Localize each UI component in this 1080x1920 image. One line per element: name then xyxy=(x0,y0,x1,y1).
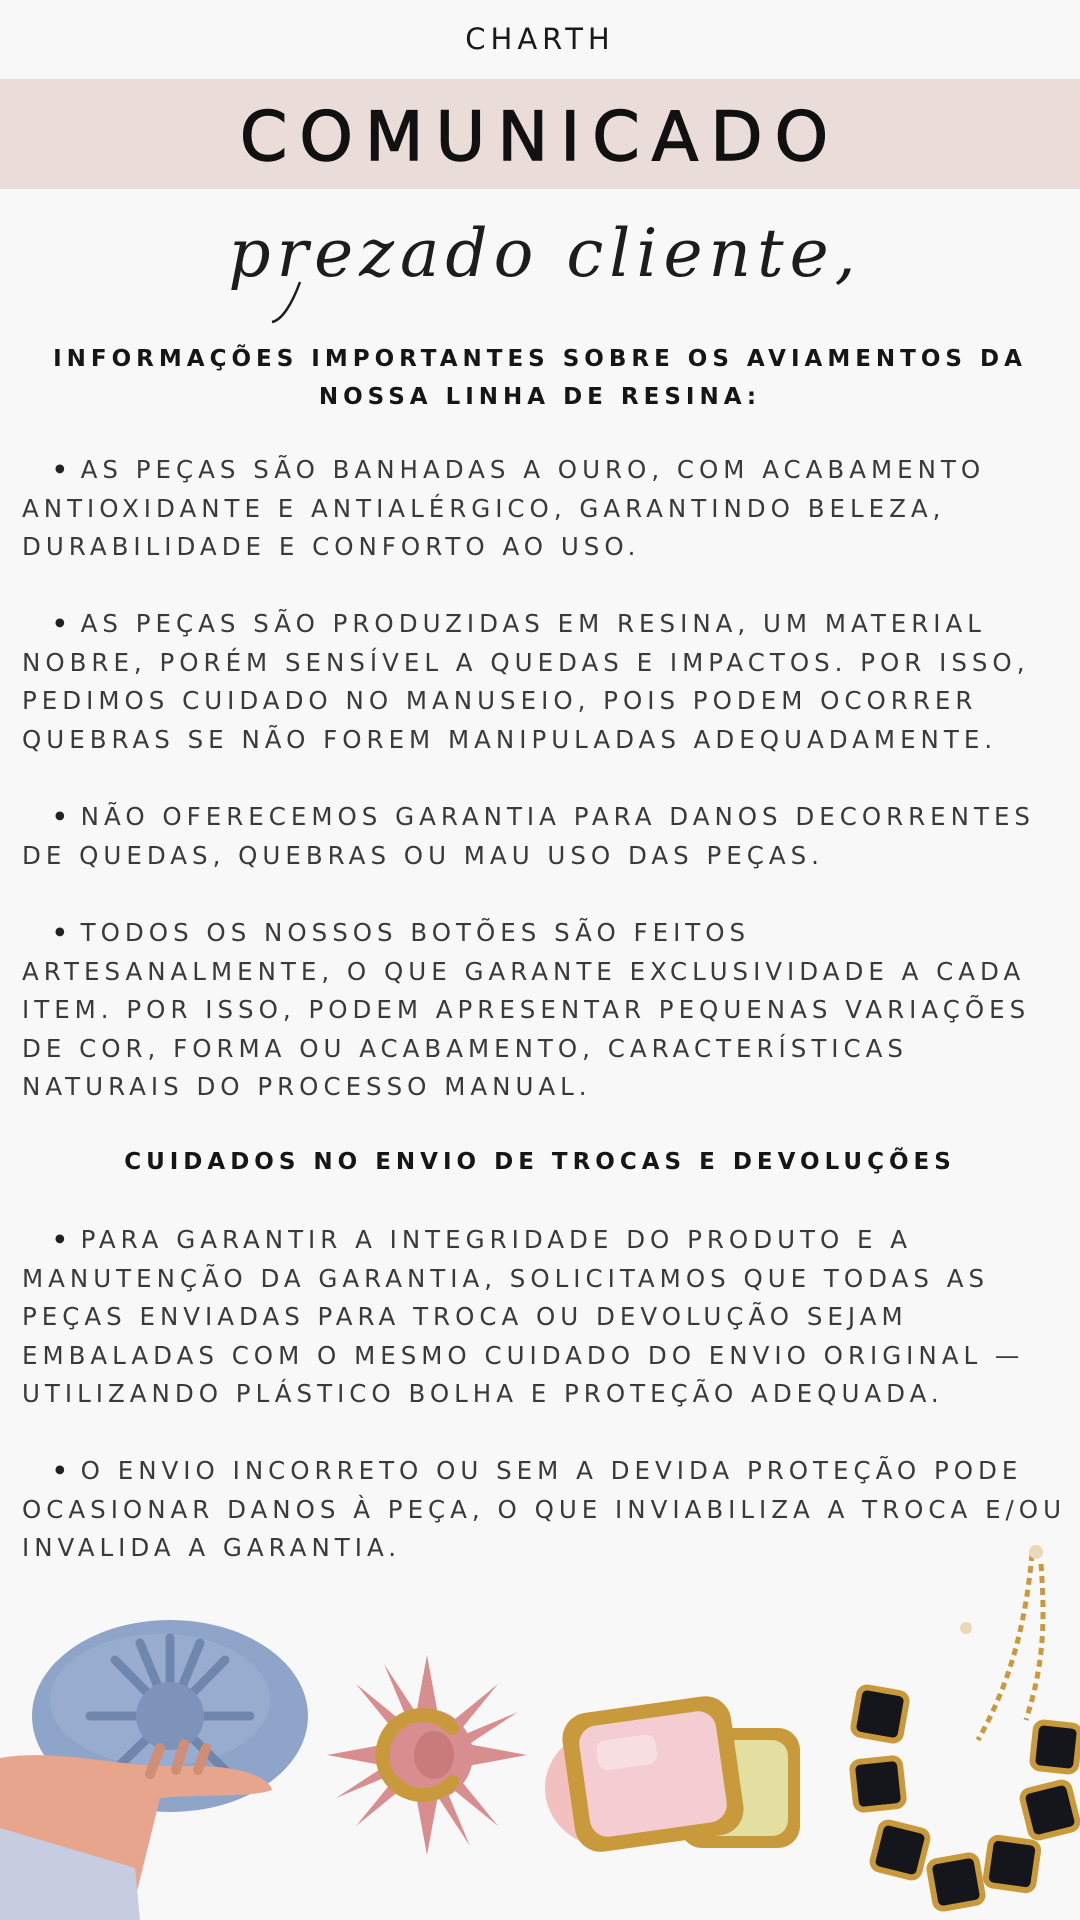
greeting-script xyxy=(0,224,1080,324)
info-paragraph xyxy=(22,798,1067,875)
brand-logo: CHARTH xyxy=(465,22,615,56)
info-paragraph xyxy=(22,605,1067,759)
pink-sun-button-photo xyxy=(322,1650,532,1860)
rectangle-resin-buttons-photo xyxy=(540,1668,820,1878)
blue-resin-clutch-photo xyxy=(0,1598,310,1920)
paragraph-text: O ENVIO INCORRETO OU SEM A DEVIDA PROTEÇÃO PODE OCASIONAR DANOS À PEÇA, O QUE INVIABILIZA A TROCA E/OU INVALIDA A GARANTIA. xyxy=(22,1456,1067,1562)
black-resin-necklace-photo xyxy=(836,1540,1080,1920)
heading-line: INFORMAÇÕES IMPORTANTES SOBRE OS AVIAMENTOS DA xyxy=(53,346,1027,372)
paragraph-text: AS PEÇAS SÃO BANHADAS A OURO, COM ACABAMENTO ANTIOXIDANTE E ANTIALÉRGICO, GARANTINDO BELEZA, DURABILIDADE E CONFORTO AO USO. xyxy=(22,455,986,561)
bullet-icon: • xyxy=(52,918,73,947)
paragraph-text: NÃO OFERECEMOS GARANTIA PARA DANOS DECORRENTES DE QUEDAS, QUEBRAS OU MAU USO DAS PEÇAS. xyxy=(22,802,1035,870)
info-paragraph xyxy=(22,1221,1067,1414)
info-paragraph xyxy=(22,914,1067,1107)
paragraph-text: AS PEÇAS SÃO PRODUZIDAS EM RESINA, UM MATERIAL NOBRE, PORÉM SENSÍVEL A QUEDAS E IMPACTOS. POR ISSO, PEDIMOS CUIDADO NO MANUSEIO, POIS PODEM OCORRER QUEBRAS SE NÃO FOREM MANIPULADAS ADEQUADAMENTE. xyxy=(22,609,1030,754)
greeting-text: prezado cliente, xyxy=(228,224,862,292)
bullet-icon: • xyxy=(52,802,73,831)
bullet-icon: • xyxy=(52,609,73,638)
bullet-icon: • xyxy=(52,1456,73,1485)
paragraph-text: PARA GARANTIR A INTEGRIDADE DO PRODUTO E A MANUTENÇÃO DA GARANTIA, SOLICITAMOS QUE TODAS AS PEÇAS ENVIADAS PARA TROCA OU DEVOLUÇÃO SEJAM EMBALADAS COM O MESMO CUIDADO DO ENVIO ORIGINAL — UTILIZANDO PLÁSTICO BOLHA E PROTEÇÃO ADEQUADA. xyxy=(22,1225,1025,1408)
info-paragraph xyxy=(22,451,1067,567)
bullet-icon: • xyxy=(52,455,73,484)
bullet-icon: • xyxy=(52,1225,73,1254)
section-heading-resin xyxy=(0,340,1080,416)
section-heading-returns: CUIDADOS NO ENVIO DE TROCAS E DEVOLUÇÕES xyxy=(124,1149,956,1175)
paragraph-text: TODOS OS NOSSOS BOTÕES SÃO FEITOS ARTESANALMENTE, O QUE GARANTE EXCLUSIVIDADE A CADA ITEM. POR ISSO, PODEM APRESENTAR PEQUENAS VARIAÇÕES DE COR, FORMA OU ACABAMENTO, CARACTERÍSTICAS NATURAIS DO PROCESSO MANUAL. xyxy=(22,918,1031,1101)
page-title: COMUNICADO xyxy=(239,98,841,177)
heading-line: NOSSA LINHA DE RESINA: xyxy=(318,384,762,410)
